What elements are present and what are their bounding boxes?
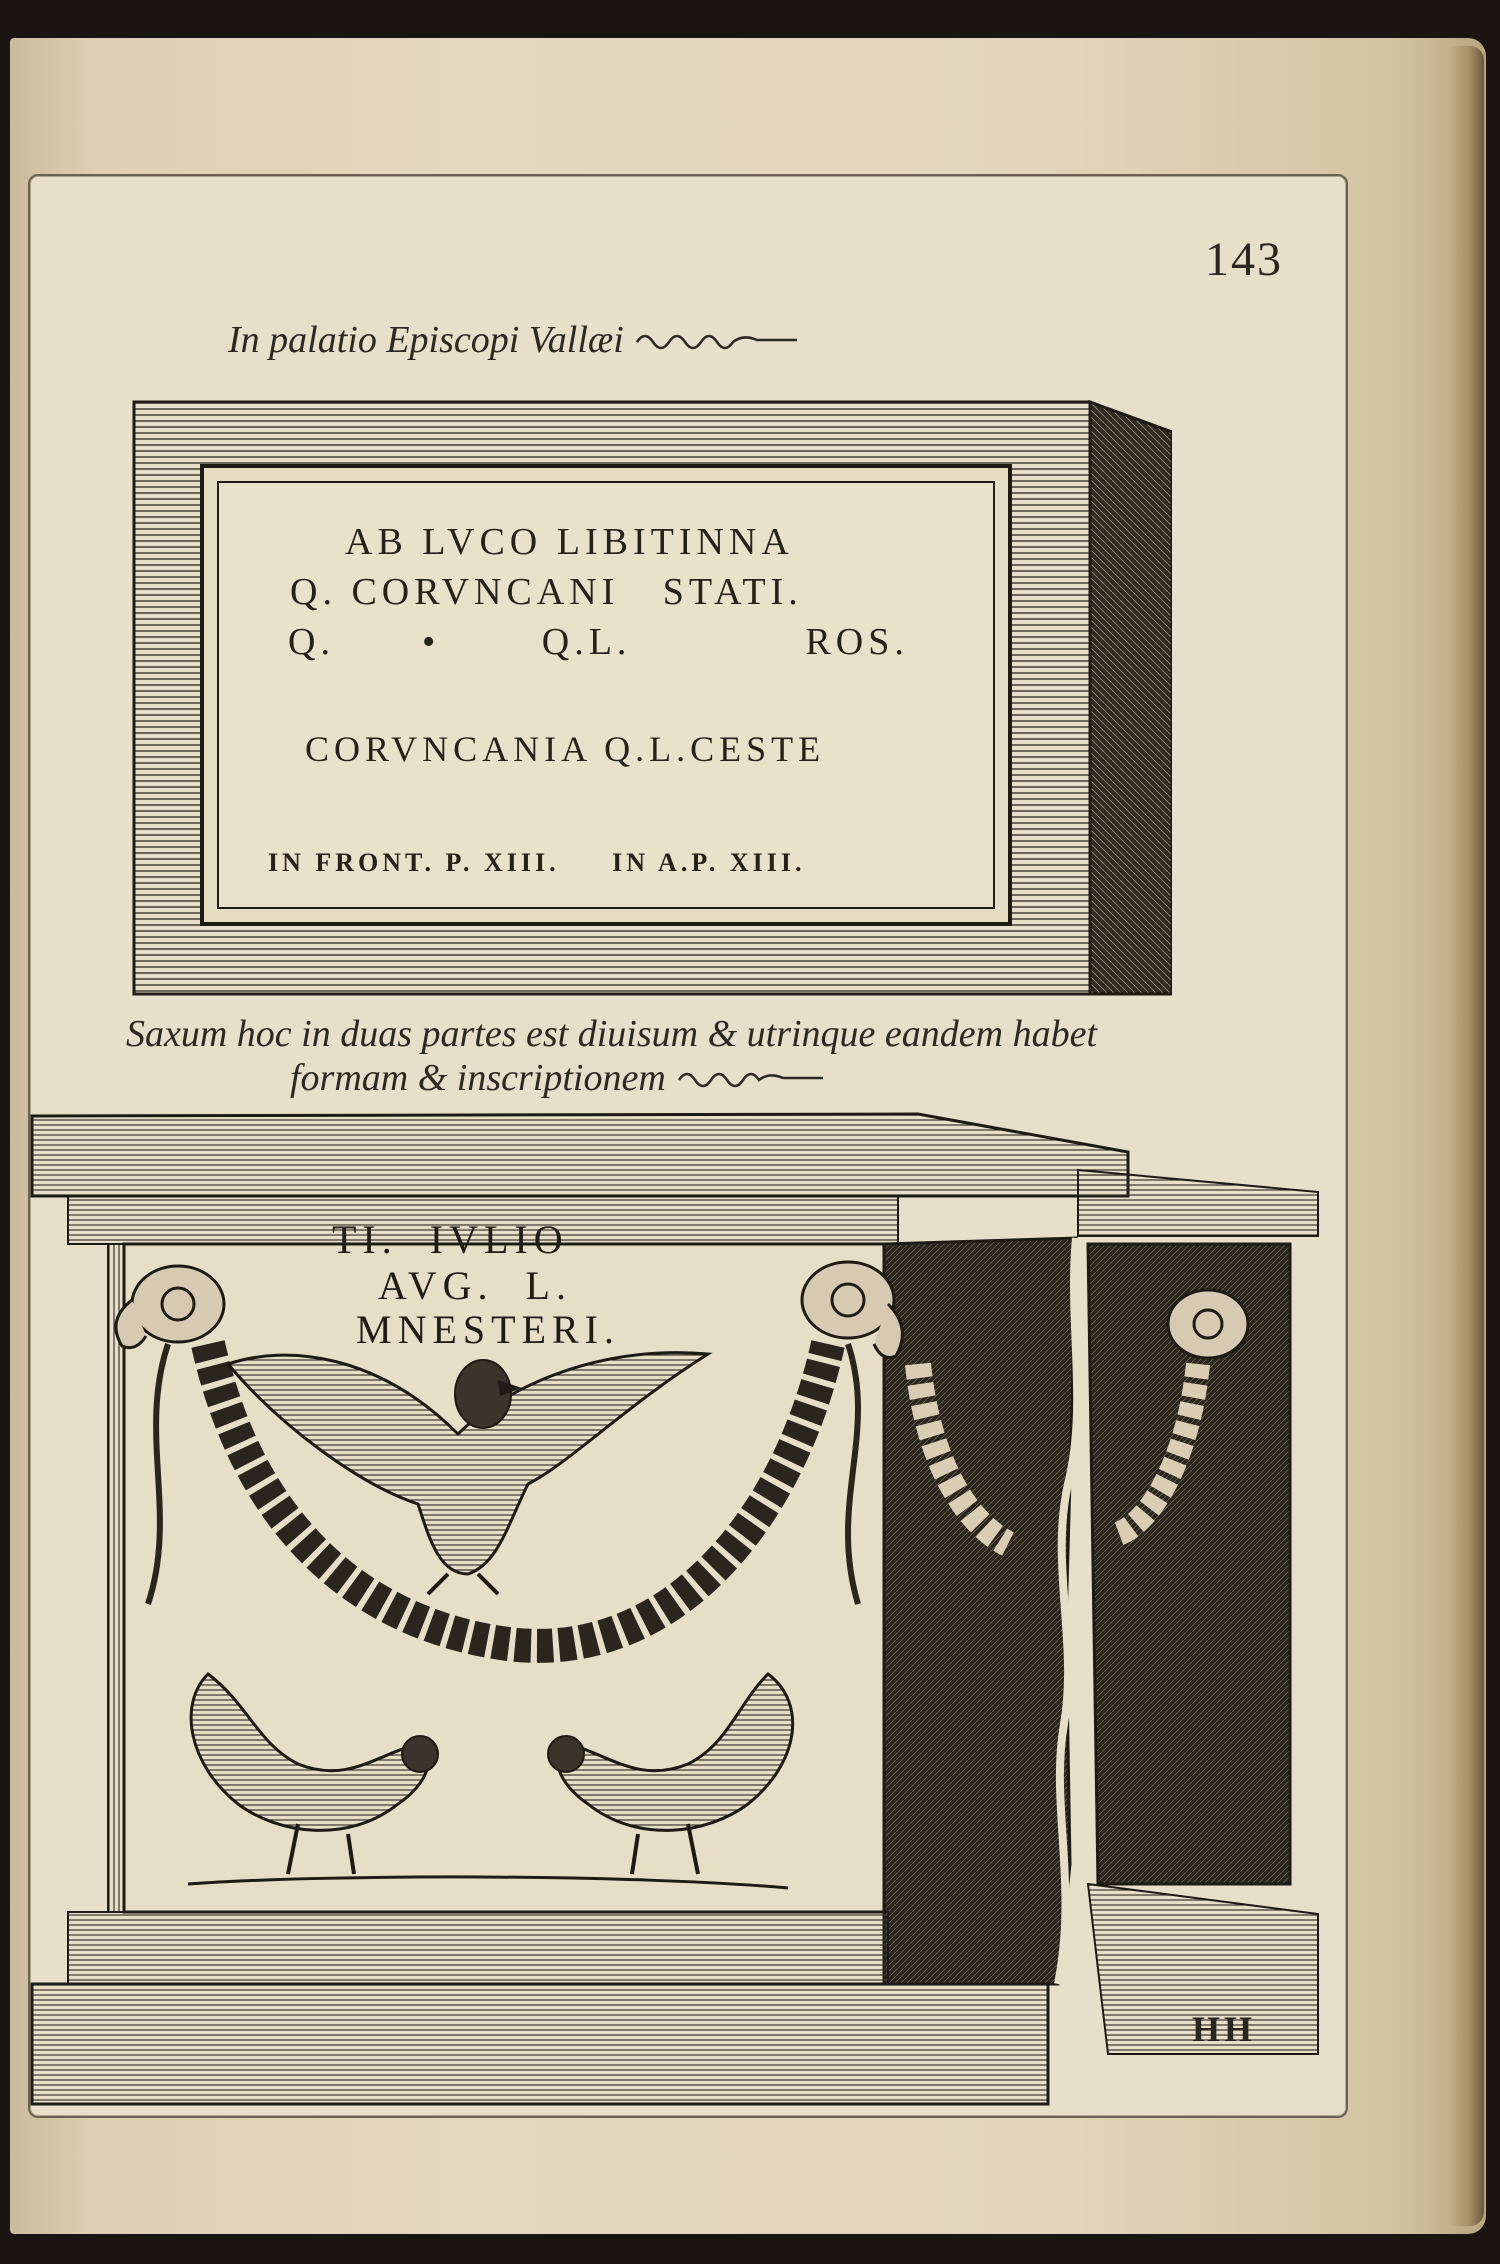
caption-description-line-2-text: formam & inscriptionem [290,1057,666,1099]
caption-location [228,318,803,362]
ram-head-icon [1168,1290,1248,1358]
signature-mark: HH [1192,2009,1257,2049]
altar-inscription-line-1: TI. IVLIO [332,1217,569,1262]
inscription-line-2: Q. CORVNCANI STATI. [290,571,803,613]
book-edge [1446,46,1484,2226]
flourish-ornament-icon [633,328,803,352]
flourish-ornament-icon [675,1066,825,1090]
inscription-line-1: AB LVCO LIBITINNA [345,521,794,563]
altar-inscription-line-3: MNESTERI. [356,1307,620,1352]
altar-inscription-line-2: AVG. L. [378,1263,572,1308]
inscription-line-4: CORVNCANIA Q.L.CESTE [305,729,826,769]
caption-description-line-2 [290,1056,825,1100]
inscription-dimensions: IN FRONT. P. XIII. IN A.P. XIII. [268,848,806,877]
inscription-stone [132,396,1172,1004]
caption-description-line-1: Saxum hoc in duas partes est diuisum & utrinque eandem habet [126,1013,1098,1055]
inscription-line-3: Q. • Q.L. ROS. [288,621,909,663]
altar-engraving [28,1104,1344,2112]
page-number: 143 [1205,233,1283,286]
caption-location-text: In palatio Episcopi Vallæi [228,319,624,361]
